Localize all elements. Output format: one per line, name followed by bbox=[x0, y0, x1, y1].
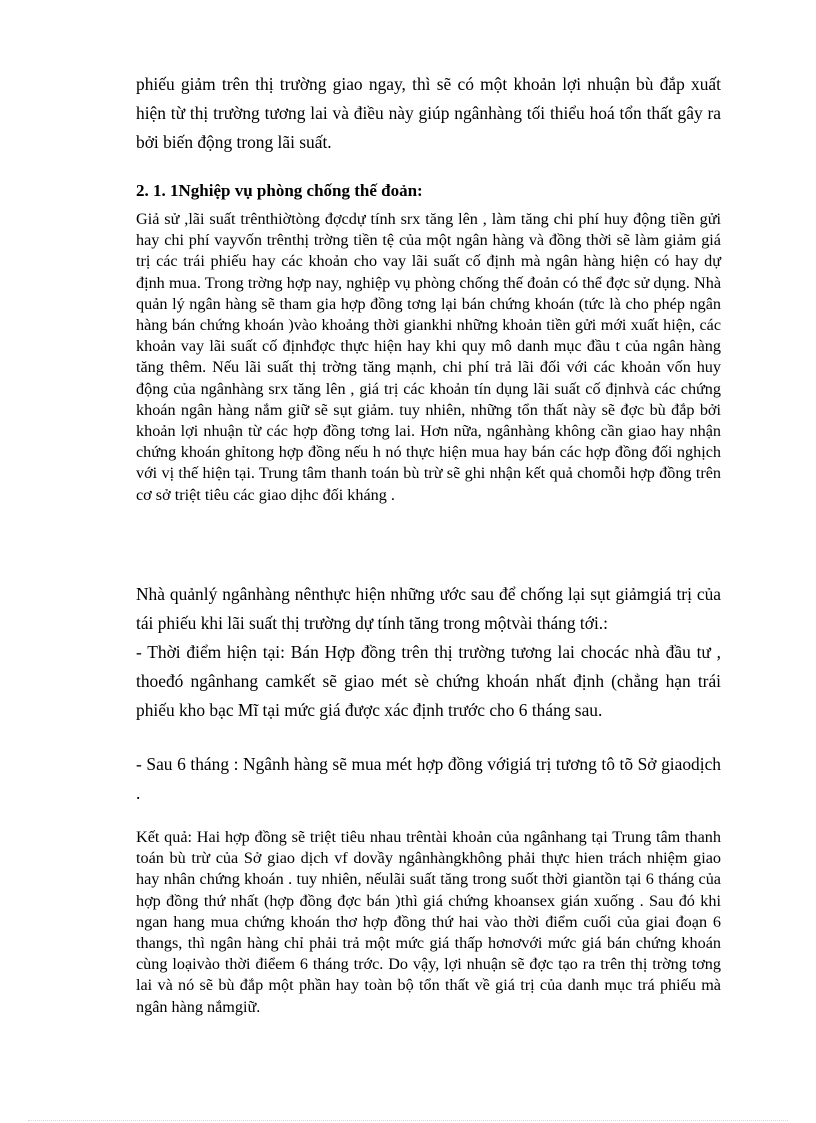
bullet-current-time: - Thời điểm hiện tại: Bán Hợp đồng trên thị trường tương lai chocác nhà đầu tư , thoeđó ngânhang camkết sẽ giao mét sè chứng khoán nhất định (chẳng hạn trái phiếu kho bạc Mĩ tại mức giá được xác định trước cho 6 tháng sau. bbox=[136, 642, 721, 720]
para2-block bbox=[136, 580, 721, 638]
page-bottom-divider bbox=[28, 1120, 788, 1121]
intro-paragraph: phiếu giảm trên thị trường giao ngay, thì sẽ có một khoản lợi nhuận bù đắp xuất hiện từ thị trường tương lai và điều này giúp ngânhàng tối thiểu hoá tổn thất gây ra bởi biến động trong lãi suất. bbox=[136, 74, 721, 152]
section-heading: 2. 1. 1Nghiệp vụ phòng chống thế đoản: bbox=[136, 181, 423, 200]
bullet2-block bbox=[136, 750, 721, 808]
para1-block bbox=[136, 209, 721, 506]
paragraph-result: Kết quả: Hai hợp đồng sẽ triệt tiêu nhau trêntài khoản của ngânhang tại Trung tâm thanh toán bù trừ của Sở giao dịch vf dovầy ngânhàngkhông phải thực hien trách nhiệm giao hay nhân chứng khoán . tuy nhiên, nếulãi suất tăng trong suốt thời giantồn tại 6 tháng của hợp đồng thứ nhất (hợp đồng đợc bán )thì giá chứng khoansex gián xuống . Sau đó khi ngan hang mua chứng khoán thơ hợp đồng thứ hai vào thời điểm cuối của giai đoạn 6 thangs, thì ngân hàng chỉ phải trả một mức giá thấp hơnơvới mức giá bán chứng khoán cùng loạivào thời điểem 6 tháng trớc. Do vậy, lợi nhuận sẽ đợc tạo ra trên thị trờng tơng lai và nó sẽ bù đắp một phần hay toàn bộ tổn thất về giá trị của danh mục trá phiếu mà ngân hàng nắmgiữ. bbox=[136, 828, 721, 1016]
para3-block bbox=[136, 827, 721, 1018]
paragraph-hedging: Giả sử ,lãi suất trênthiờtòng đợcdự tính srx tăng lên , làm tăng chi phí huy động tiền gửi hay chi phí vayvốn trênthị trờng tiền tệ của một ngân hàng và đồng thời sẽ làm giảm giá trị các trái phiếu hay các khoản cho vay lãi suất cố định mà ngân hàng hiện có hay dự định mua. Trong trờng hợp nay, nghiệp vụ phòng chống thế đoản có thể đợc sử dụng. Nhà quản lý ngân hàng sẽ tham gia hợp đồng tơng lại bán chứng khoán (tức là cho phép ngân hàng bán chứng khoán )vào khoảng thời giankhi những khoản tiền gửi mới xuất hiện, các khoản vay lãi suất cố địnhđợc thực hiện hay khi quy mô danh mục đầu t của ngân hàng tăng thêm. Nếu lãi suất thị trờng tăng mạnh, chi phí trả lãi đối với các khoản vốn huy động của ngânhàng srx tăng lên , giá trị các khoản tín dụng lãi suất cố địnhvà các chứng khoán ngân hàng nắm giữ sẽ sụt giảm. tuy nhiên, những tổn thất này sẽ đợc bù đắp bởi khoản lợi nhuận từ các hợp đồng tơng lai. Hơn nữa, ngânhàng không cần giao hay nhận chứng khoán ghỉtong hợp đồng nếu h nó thực hiện mua hay bán các hợp đồng đối nghịch với vị thế hiện tại. Trung tâm thanh toán bù trừ sẽ ghi nhận kết quả chomỗi hợp đồng trên cơ sở triệt tiêu các giao dịhc đối kháng . bbox=[136, 210, 721, 504]
intro-block bbox=[136, 70, 721, 157]
paragraph-steps-intro: Nhà quảnlý ngânhàng nênthực hiện những ước sau để chống lại sụt giảmgiá trị của tái phiếu khi lãi suất thị trường dự tính tăng trong mộtvài tháng tới.: bbox=[136, 584, 721, 633]
bullet1-block bbox=[136, 638, 721, 725]
bullet-after-six-months: - Sau 6 tháng : Ngânh hàng sẽ mua mét hợp đồng vớigiá trị tương tô tõ Sở giaodịch . bbox=[136, 754, 721, 803]
